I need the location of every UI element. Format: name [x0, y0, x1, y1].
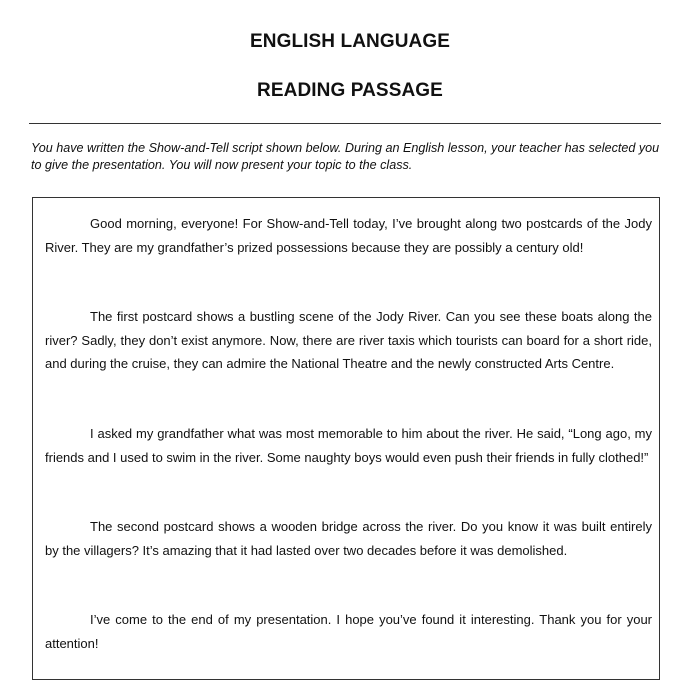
passage-paragraph: I asked my grandfather what was most memorable to him about the river. He said, “Long ago, my friends and I used to swim in the river. Some naughty boys would even push their friends in fully clothed!” [45, 426, 652, 465]
page-title: ENGLISH LANGUAGE [249, 31, 451, 52]
page-subtitle: READING PASSAGE [257, 80, 443, 101]
divider [29, 123, 661, 124]
passage-paragraph: The first postcard shows a bustling scene of the Jody River. Can you see these boats along the river? Sadly, they don’t exist anymore. Now, there are river taxis which tourists can board for a short ride, and during the cruise, they can admire the National Theatre and the newly constructed Arts Centre. [45, 309, 652, 371]
instructions-text: You have written the Show-and-Tell script shown below. During an English lesson, your teacher has selected you to give the presentation. You will now present your topic to the class. [31, 141, 660, 172]
passage-paragraph: I’ve come to the end of my presentation. I hope you’ve found it interesting. Thank you for your attention! [45, 612, 652, 651]
passage-box [32, 197, 660, 680]
passage-paragraph: The second postcard shows a wooden bridge across the river. Do you know it was built entirely by the villagers? It’s amazing that it had lasted over two decades before it was demolished. [45, 519, 652, 558]
passage-paragraph: Good morning, everyone! For Show-and-Tell today, I’ve brought along two postcards of the Jody River. They are my grandfather’s prized possessions because they are possibly a century old! [45, 216, 652, 255]
